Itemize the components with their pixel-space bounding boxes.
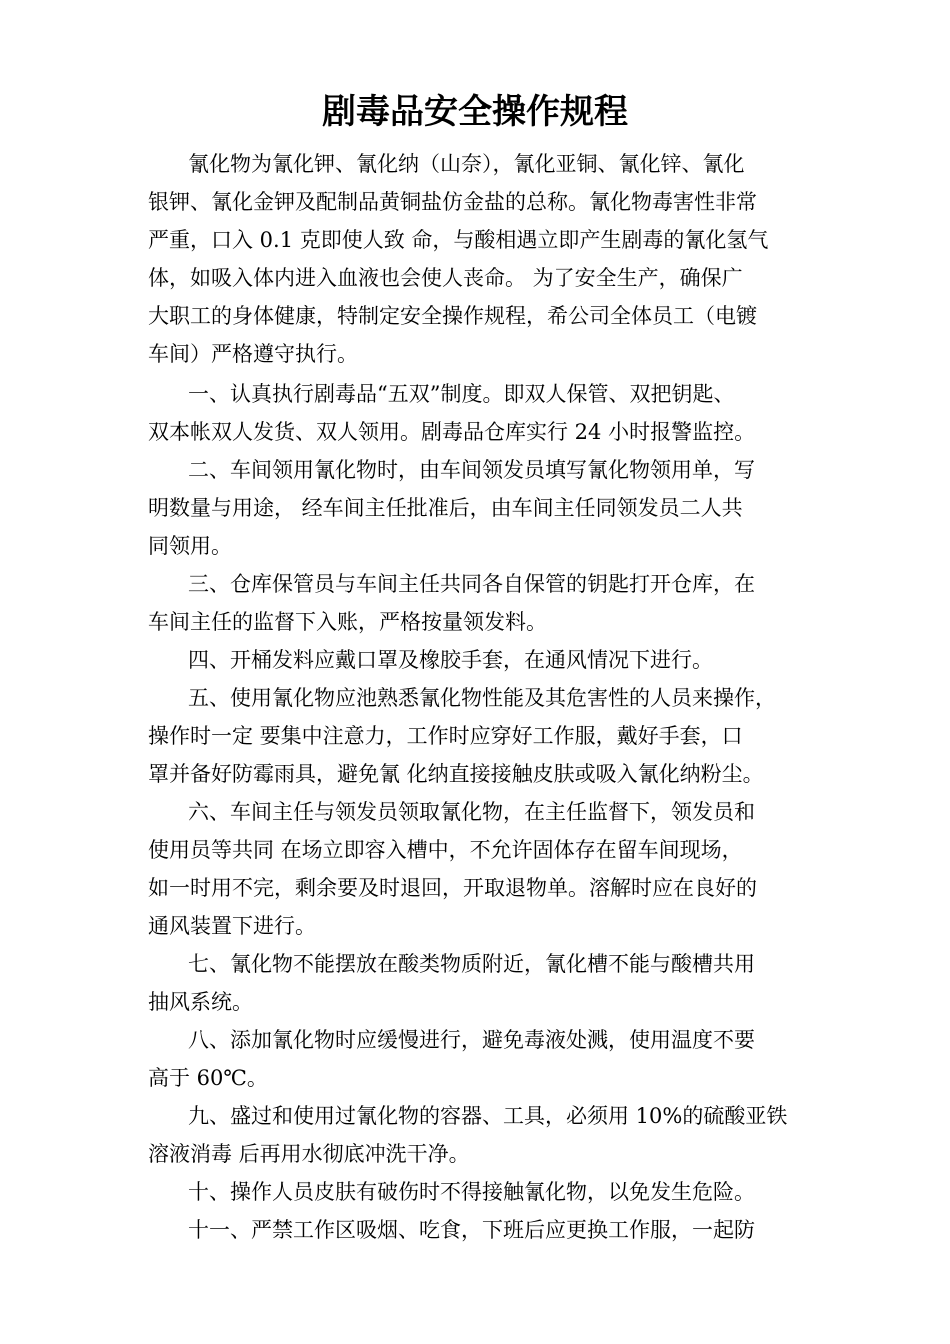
body-line: 大职工的身体健康，特制定安全操作规程，希公司全体员工（电镀 — [148, 304, 757, 328]
body-line: 一、认真执行剧毒品“五双”制度。即双人保管、双把钥匙、 — [188, 382, 735, 406]
body-line: 使用员等共同 在场立即容入槽中，不允许固体存在留车间现场， — [148, 838, 743, 862]
body-line: 同领用。 — [148, 534, 232, 558]
body-line: 操作时一定 要集中注意力，工作时应穿好工作服，戴好手套，口 — [148, 724, 743, 748]
body-line: 银钾、氰化金钾及配制品黄铜盐仿金盐的总称。氰化物毒害性非常 — [148, 190, 757, 214]
body-line: 高于 60℃。 — [148, 1066, 268, 1090]
body-line: 抽风系统。 — [148, 990, 253, 1014]
body-line: 车间）严格遵守执行。 — [148, 342, 358, 366]
body-line: 三、仓库保管员与车间主任共同各自保管的钥匙打开仓库，在 — [188, 572, 755, 596]
body-line: 明数量与用途， 经车间主任批准后，由车间主任同领发员二人共 — [148, 496, 743, 520]
body-line: 八、添加氰化物时应缓慢进行，避免毒液处溅，使用温度不要 — [188, 1028, 755, 1052]
body-line: 二、车间领用氰化物时，由车间领发员填写氰化物领用单，写 — [188, 458, 755, 482]
body-line: 如一时用不完，剩余要及时退回，开取退物单。溶解时应在良好的 — [148, 876, 757, 900]
body-line: 严重，口入 0.1 克即使人致 命，与酸相遇立即产生剧毒的氰化氢气 — [148, 228, 769, 252]
document-title: 剧毒品安全操作规程 — [322, 92, 628, 132]
body-line: 溶液消毒 后再用水彻底冲洗干净。 — [148, 1142, 470, 1166]
body-line: 车间主任的监督下入账，严格按量领发料。 — [148, 610, 547, 634]
body-line: 体，如吸入体内进入血液也会使人丧命。 为了安全生产，确保广 — [148, 266, 743, 290]
body-line: 十一、严禁工作区吸烟、吃食，下班后应更换工作服，一起防 — [188, 1218, 755, 1242]
body-line: 十、操作人员皮肤有破伤时不得接触氰化物，以免发生危险。 — [188, 1180, 755, 1204]
body-line: 九、盛过和使用过氰化物的容器、工具，必须用 10%的硫酸亚铁 — [188, 1104, 788, 1128]
body-line: 罩并备好防霉雨具，避免氰 化纳直接接触皮肤或吸入氰化纳粉尘。 — [148, 762, 764, 786]
body-line: 五、使用氰化物应池熟悉氰化物性能及其危害性的人员来操作， — [188, 686, 776, 710]
body-line: 双本帐双人发货、双人领用。剧毒品仓库实行 24 小时报警监控。 — [148, 420, 756, 444]
body-line: 四、开桶发料应戴口罩及橡胶手套，在通风情况下进行。 — [188, 648, 713, 672]
body-line: 氰化物为氰化钾、氰化纳（山奈），氰化亚铜、氰化锌、氰化 — [188, 152, 745, 176]
body-line: 六、车间主任与领发员领取氰化物，在主任监督下，领发员和 — [188, 800, 755, 824]
body-line: 通风装置下进行。 — [148, 914, 316, 938]
body-line: 七、氰化物不能摆放在酸类物质附近，氰化槽不能与酸槽共用 — [188, 952, 755, 976]
